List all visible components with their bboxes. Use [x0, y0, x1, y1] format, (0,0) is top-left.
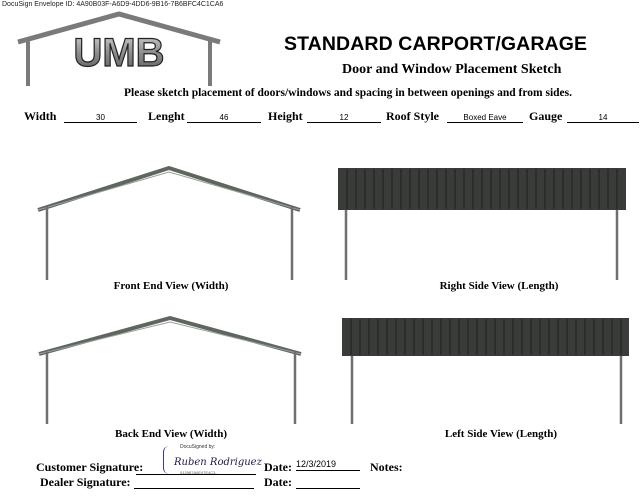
logo-text: UMB — [73, 31, 165, 75]
front-end-view-drawing[interactable] — [36, 164, 310, 286]
front-end-view-caption: Front End View (Width) — [113, 280, 229, 292]
right-side-view-drawing[interactable] — [338, 168, 628, 284]
back-end-view-caption: Back End View (Width) — [115, 428, 227, 440]
page-subtitle: Door and Window Placement Sketch — [342, 62, 562, 77]
length-field[interactable]: 46 — [187, 113, 261, 123]
envelope-id: DocuSign Envelope ID: 4A90B03F-A6D9-4DD6-9B16-7B6BFC4C1CA6 — [2, 1, 224, 8]
dealer-signature-label: Dealer Signature: — [40, 475, 131, 489]
notes-label: Notes: — [370, 460, 403, 474]
length-label: Lenght — [148, 109, 185, 123]
height-field[interactable]: 12 — [307, 113, 381, 123]
back-end-view-drawing[interactable] — [36, 314, 310, 428]
dealer-date-label: Date: — [264, 475, 292, 489]
page-title: STANDARD CARPORT/GARAGE — [284, 33, 588, 55]
instruction-text: Please sketch placement of doors/windows and spacing in between openings and from sides. — [124, 87, 573, 99]
dealer-date-field[interactable] — [296, 476, 360, 489]
right-side-view-caption: Right Side View (Length) — [439, 280, 559, 292]
customer-date-field[interactable]: 12/3/2019 — [296, 458, 360, 471]
left-side-view-drawing[interactable] — [342, 318, 630, 428]
dealer-signature-line[interactable] — [134, 476, 254, 489]
svg-text:Ruben Rodriguez: Ruben Rodriguez — [174, 457, 262, 468]
width-field[interactable]: 30 — [64, 113, 137, 123]
docusign-header: DocuSigned by: — [180, 444, 216, 450]
roof-style-field[interactable]: Boxed Eave — [447, 113, 523, 123]
gauge-label: Gauge — [529, 109, 563, 123]
docusign-signer-id: 012987A0E47E4C3.. — [180, 470, 218, 475]
height-label: Height — [268, 109, 303, 123]
left-side-view-caption: Left Side View (Length) — [444, 428, 558, 440]
customer-signature-label: Customer Signature: — [36, 460, 144, 474]
roof-style-label: Roof Style — [386, 109, 439, 123]
umb-logo — [14, 10, 224, 88]
customer-signature-image — [172, 451, 262, 469]
gauge-field[interactable]: 14 — [567, 113, 639, 123]
customer-date-label: Date: — [264, 460, 292, 474]
width-label: Width — [24, 109, 57, 123]
